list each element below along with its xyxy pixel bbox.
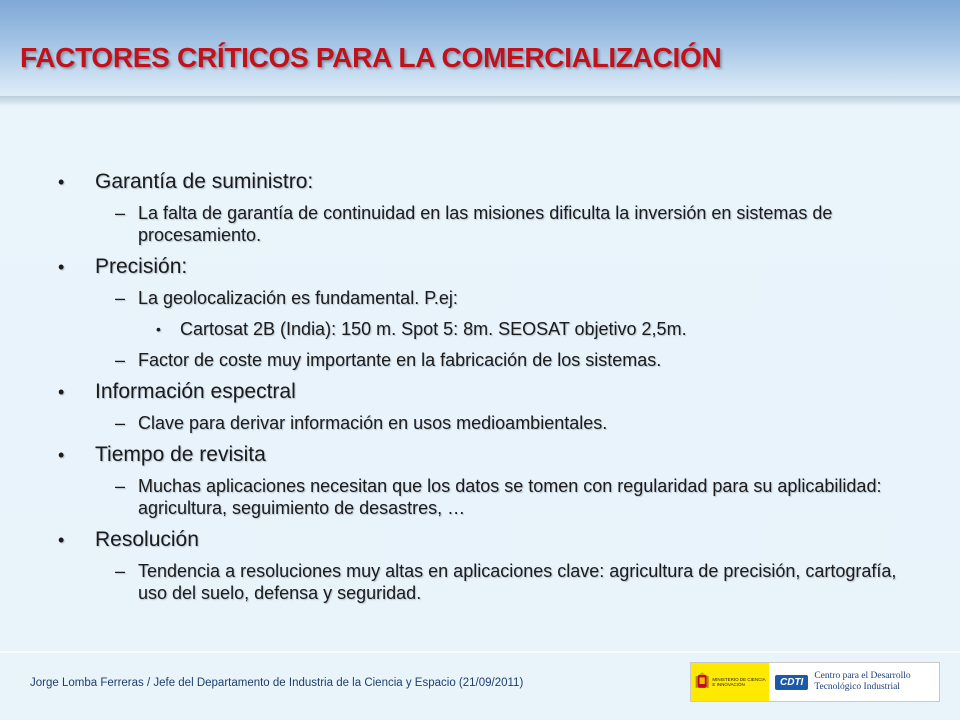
bullet-icon: • [58, 382, 65, 402]
list-subsubitem-text: Cartosat 2B (India): 150 m. Spot 5: 8m. SEOSAT objetivo 2,5m. [180, 319, 687, 339]
list-subitem [58, 560, 918, 604]
list-subitem-text: Tendencia a resoluciones muy altas en aplicaciones clave: agricultura de precisión, cartografía, uso del suelo, defensa y seguridad. [138, 561, 897, 603]
list-subitem [58, 287, 918, 309]
list-item [58, 255, 918, 279]
footer-divider [0, 651, 960, 653]
cdti-logo [775, 671, 911, 693]
list-item-heading: Información espectral [95, 380, 296, 403]
bullet-icon: • [156, 321, 161, 337]
list-item [58, 170, 918, 194]
list-subsubitem [58, 318, 918, 340]
list-item [58, 443, 918, 467]
list-item-heading: Precisión: [95, 255, 188, 278]
list-subitem-text: Muchas aplicaciones necesitan que los datos se tomen con regularidad para su aplicabilidad: agricultura, seguimiento de desastres, … [138, 476, 882, 518]
list-subitem-text: La geolocalización es fundamental. P.ej: [138, 288, 458, 308]
page-title: FACTORES CRÍTICOS PARA LA COMERCIALIZACIÓN [20, 42, 722, 73]
list-subitem [58, 202, 918, 246]
list-subitem-text: La falta de garantía de continuidad en las misiones dificulta la inversión en sistemas de procesamiento. [138, 203, 833, 245]
bullet-icon: • [58, 172, 65, 192]
cdti-name-line2: Tecnológico Industrial [814, 682, 900, 692]
dash-icon: – [115, 413, 126, 433]
cdti-badge: CDTI [775, 675, 808, 690]
dash-icon: – [115, 350, 126, 370]
sponsor-logos [690, 662, 940, 702]
list-subitem [58, 349, 918, 371]
dash-icon: – [115, 203, 126, 223]
list-item [58, 380, 918, 404]
bullet-list [58, 170, 918, 613]
list-subitem [58, 475, 918, 519]
dash-icon: – [115, 288, 126, 308]
ministry-logo [691, 663, 769, 701]
dash-icon: – [115, 561, 126, 581]
cdti-name-line1: Centro para el Desarrollo [814, 671, 911, 681]
bullet-icon: • [58, 530, 65, 550]
list-item-heading: Garantía de suministro: [95, 170, 314, 193]
list-item [58, 528, 918, 552]
dash-icon: – [115, 476, 126, 496]
list-subitem-text: Clave para derivar información en usos medioambientales. [138, 413, 608, 433]
bullet-icon: • [58, 445, 65, 465]
bullet-icon: • [58, 257, 65, 277]
cdti-name [814, 671, 910, 693]
footer-text: Jorge Lomba Ferreras / Jefe del Departamento de Industria de la Ciencia y Espacio (21/09/2011) [30, 677, 524, 689]
list-item-heading: Resolución [95, 528, 199, 551]
header-shadow [0, 96, 960, 106]
list-item-heading: Tiempo de revisita [95, 443, 266, 466]
coat-of-arms-icon [695, 667, 709, 697]
list-subitem [58, 412, 918, 434]
list-subitem-text: Factor de coste muy importante en la fabricación de los sistemas. [138, 350, 662, 370]
ministry-name: MINISTERIO DE CIENCIA E INNOVACIÓN [712, 677, 766, 687]
